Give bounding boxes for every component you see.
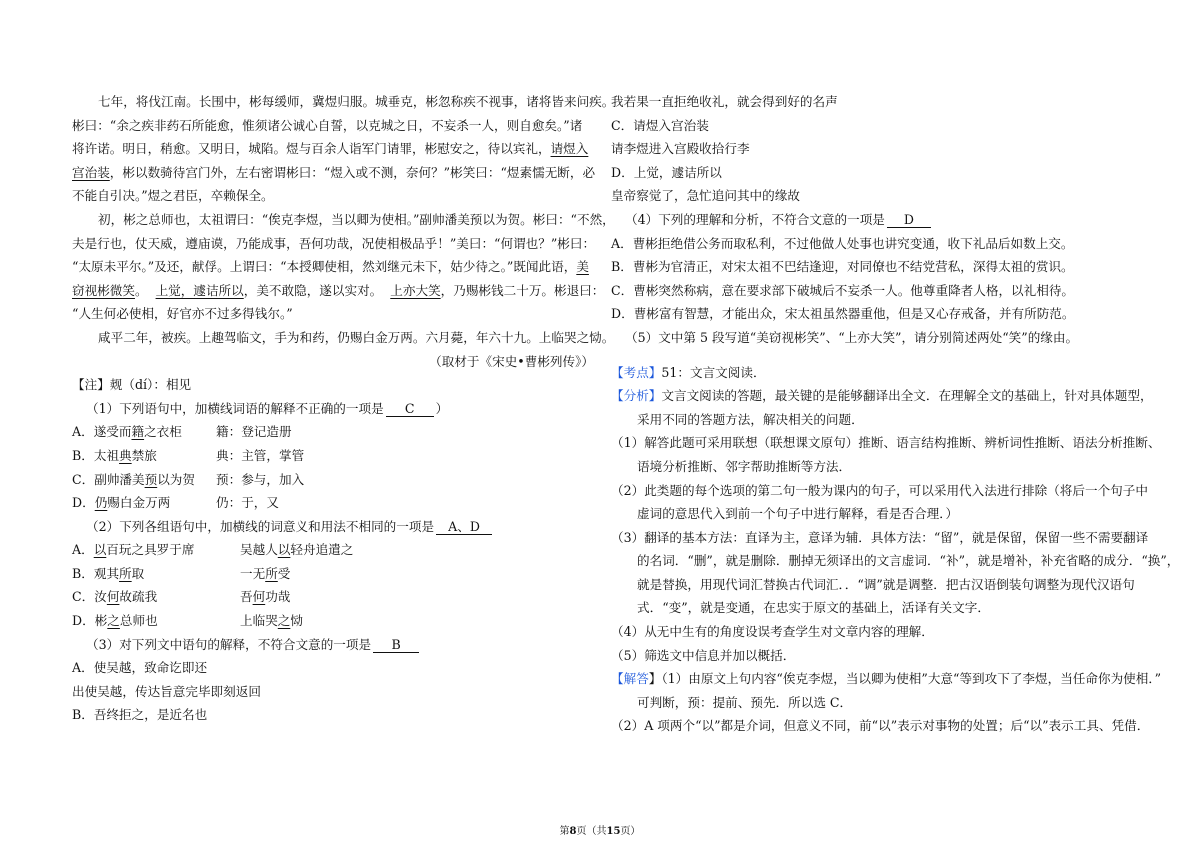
total-pages: 15 <box>606 826 621 837</box>
text: C．副帅潘美 <box>72 471 145 487</box>
question-5: （5）文中第 5 段写道“美窃视彬笑”、“上亦大笑”，请分别简述两处“笑”的缘由。 <box>625 329 1079 345</box>
fenxi-row-5: （2）此类题的每个选项的第二句一般为课内的句子，可以采用代入法进行排除（将后一个句子中 <box>611 482 1148 498</box>
text: ，彬以数骑待宫门外，左右密谓彬曰：“煜入或不测，奈何？”彬笑曰：“煜素懦无断，必 <box>109 164 596 180</box>
gloss: 预：参与，加入 <box>216 471 305 487</box>
q1-option-a <box>72 420 594 444</box>
text: 第 <box>559 826 570 837</box>
text: 页（共 <box>576 826 607 837</box>
q3-option-c: C．请煜入宫治装 <box>611 117 709 133</box>
passage-p1-line-5: 不能自引决。”煜之君臣，卒赖保全。 <box>72 188 274 204</box>
text: 以为贺 <box>157 471 195 487</box>
passage-p2-line-1: 初，彬之总师也，太祖谓曰：“俟克李煜，当以卿为使相。”副帅潘美预以为贺。彬曰：“不然， <box>98 211 615 227</box>
q3-option-d: D．上觉，遽诘所以 <box>611 164 722 180</box>
answer-blank: C <box>386 401 434 417</box>
q3-option-d-translation: 皇帝察觉了，急忙追问其中的缘故 <box>611 188 800 204</box>
passage-p2-line-4 <box>72 279 605 303</box>
q1-option-d <box>72 491 594 515</box>
underlined-word: 仍 <box>94 495 108 511</box>
text: C．汝 <box>72 589 107 605</box>
q4-option-c: C．曹彬突然称病，意在要求部下破城后不妄杀一人。他尊重降者人格，以礼相待。 <box>611 282 1075 298</box>
jieda-row-3: （2）A 项两个“以”都是介词，但意义不同，前“以”表示对事物的处置；后“以”表示工具、凭借． <box>611 718 1150 734</box>
fenxi-text: 文言文阅读的答题，最关键的是能够翻译出全文．在理解全文的基础上，针对具体题型， <box>661 388 1153 404</box>
text: D．彬 <box>72 613 108 629</box>
underlined-word: 何 <box>252 589 266 605</box>
text: 之衣柜 <box>144 424 182 440</box>
underlined-phrase: 上觉，遽诘所以 <box>155 282 244 298</box>
answer-blank: A、D <box>436 519 492 535</box>
underlined-phrase: 窃视彬微笑 <box>72 282 135 298</box>
passage-p2-line-2: 夫是行也，仗天威，遵庙谟，乃能成事，吾何功哉，况使相极品乎！”美曰：“何谓也？”彬曰： <box>72 235 596 251</box>
underlined-word: 何 <box>106 589 120 605</box>
left-column <box>72 90 615 727</box>
text: 受 <box>277 565 291 581</box>
jieda-row-1 <box>611 667 1162 691</box>
q3-option-a: A．使吴越，致命讫即还 <box>72 660 208 676</box>
text: 功哉 <box>265 589 291 605</box>
fenxi-row-3: （1）解答此题可采用联想（联想课文原句）推断、语言结构推断、辨析词性推断、语法分析推断、 <box>611 435 1161 451</box>
question-text: （1）下列语句中，加横线词语的解释不正确的一项是 <box>86 400 384 416</box>
fenxi-row-10: 式．“变”，就是变通，在忠实于原文的基础上，活译有关文字． <box>637 600 990 616</box>
text: 取 <box>131 565 145 581</box>
q4-option-d: D．曹彬富有智慧，才能出众，宋太祖虽然器重他，但是又心存戒备，并有所防范。 <box>611 306 1075 322</box>
question-text: （3）对下列文中语句的解释，不符合文意的一项是 <box>86 636 372 652</box>
right-column <box>611 90 1180 738</box>
passage-p3: 咸平二年，被疾。上趣驾临文，手为和药，仍赐白金万两。六月薨，年六十九。上临哭之恸。 <box>98 329 615 345</box>
question-text: （4）下列的理解和分析，不符合文意的一项是 <box>625 211 885 227</box>
answer-blank: B <box>373 637 419 653</box>
fenxi-row-8: 的名词．“删”，就是删除．删掉无须译出的文言虚词．“补”，就是增补，补充省略的成分．“换”， <box>637 553 1180 569</box>
question-2-stem <box>72 515 594 539</box>
passage-p2-line-3 <box>72 255 594 279</box>
fenxi-row-6: 虚词的意思代入到前一个句子中进行解释，看是否合理．） <box>637 506 959 522</box>
text: 轻舟追遣之 <box>290 542 354 558</box>
text: 将许诺。明日，稍愈。又明日，城陷。煜与百余人诣军门请罪，彬慰安之，待以宾礼， <box>72 141 551 157</box>
fenxi-row-9: 就是替换，用现代词汇替换古代词汇．．“调”就是调整．把古汉语倒装句调整为现代汉语句 <box>637 576 1135 592</box>
kaodian-tag: 【考点】 <box>611 364 662 380</box>
underlined-word: 以 <box>93 542 107 558</box>
text: 吾 <box>240 589 253 605</box>
q2-option-b <box>72 562 594 586</box>
text: 。 <box>134 282 148 298</box>
passage-p1-line-2: 彬曰：“余之疾非药石所能愈，惟须诸公诚心自誓，以克城之日，不妄杀一人，则自愈矣。”诸 <box>72 117 583 133</box>
text: ，乃赐彬钱二十万。彬退曰： <box>440 282 605 298</box>
underlined-word: 之 <box>277 613 291 629</box>
fenxi-row-12: （5）筛选文中信息并加以概括． <box>611 647 796 663</box>
underlined-phrase: 上亦大笑 <box>390 282 441 298</box>
text: 恸 <box>290 613 303 629</box>
passage-p1-line-1: 七年，将伐江南。长围中，彬每缓师，冀煜归服。城垂克，彬忽称疾不视事，诸将皆来问疾。 <box>98 94 615 109</box>
fenxi-row-2: 采用不同的答题方法，解决相关的问题． <box>637 411 864 427</box>
q3-option-b-translation: 我若果一直拒绝收礼，就会得到好的名声 <box>611 94 838 109</box>
text: B．太祖 <box>72 447 120 463</box>
question-1-stem <box>72 397 594 421</box>
underlined-word: 所 <box>265 565 278 581</box>
source-citation: （取材于《宋史•曹彬列传》） <box>429 353 594 369</box>
q4-option-b: B．曹彬为官清正，对宋太祖不巴结逢迎，对同僚也不结党营私，深得太祖的赏识。 <box>611 259 1074 275</box>
question-3-stem <box>72 633 594 657</box>
underlined-phrase: 请煜入 <box>550 141 589 157</box>
annotation-note: 【注】觌（dí）：相见 <box>72 377 192 393</box>
text: 禁旅 <box>131 447 157 463</box>
question-text: （2）下列各组语句中，加横线的词意义和用法不相同的一项是 <box>86 518 435 534</box>
question-tail: ） <box>435 400 449 416</box>
fenxi-tag: 【分析】 <box>611 388 662 404</box>
text: 故疏我 <box>119 589 158 605</box>
kaodian-text: 51：文言文阅读． <box>661 364 766 380</box>
text: 一无 <box>240 565 266 581</box>
text: 百玩之具罗于席 <box>106 542 195 558</box>
fenxi-row-1 <box>611 384 1153 408</box>
text: 吴越人 <box>240 542 278 558</box>
text: A． <box>72 542 94 558</box>
text: 赐白金万两 <box>107 495 171 511</box>
text: 页） <box>620 826 641 837</box>
underlined-word: 之 <box>107 613 120 629</box>
q2-option-d <box>72 609 594 633</box>
q1-option-c <box>72 468 594 492</box>
gloss: 仍：于，又 <box>216 495 279 511</box>
text: B．观其 <box>72 565 120 581</box>
text: “太原未平尔。”及还，献俘。上谓曰：“本授卿使相，然刘继元未下，姑少待之。”既闻此语， <box>72 259 577 275</box>
text: 总师也 <box>119 613 158 629</box>
text: 上临哭 <box>240 613 278 629</box>
text: ，美不敢隐，遂以实对。 <box>243 282 383 298</box>
gloss: 典：主管，掌管 <box>216 447 305 463</box>
underlined-word: 籍 <box>131 424 145 440</box>
kaodian-row <box>611 361 1143 385</box>
passage-p2-line-5: “人生何必使相，好官亦不过多得钱尔。” <box>72 306 293 322</box>
fenxi-row-4: 语境分析推断、邻字帮助推断等方法． <box>637 458 852 474</box>
underlined-word: 以 <box>277 542 291 558</box>
underlined-word: 典 <box>119 447 132 463</box>
jieda-tag: 【解答 <box>611 671 649 687</box>
fenxi-row-7: （3）翻译的基本方法：直译为主，意译为辅．具体方法：“留”，就是保留，保留一些不需要翻译 <box>611 529 1149 545</box>
underlined-phrase: 宫治装 <box>72 164 110 180</box>
underlined-word: 预 <box>144 471 158 487</box>
q3-option-c-translation: 请李煜进入宫殿收拾行李 <box>611 141 750 157</box>
answer-blank: D <box>887 212 931 228</box>
jieda-row-2: 可判断，预：提前、预先．所以选 C． <box>637 694 853 710</box>
fenxi-row-11: （4）从无中生有的角度设误考查学生对文章内容的理解． <box>611 624 934 640</box>
q2-option-a <box>72 538 594 562</box>
gloss: 籍：登记造册 <box>216 424 292 440</box>
text: A．遂受而 <box>72 424 132 440</box>
passage-p1-line-4 <box>72 161 594 185</box>
q4-option-a: A．曹彬拒绝借公务而取私利，不过他做人处事也讲究变通，收下礼品后如数上交。 <box>611 235 1074 251</box>
page-number <box>0 822 1200 837</box>
q3-option-a-translation: 出使吴越，传达旨意完毕即刻返回 <box>72 683 261 699</box>
q3-option-b: B．吾终拒之，是近名也 <box>72 707 208 723</box>
jieda-text: 】（1）由原文上句内容“俟克李煜，当以卿为使相”大意“等到攻下了李煜，当任命你为使相．” <box>648 671 1162 687</box>
q1-option-b <box>72 444 594 468</box>
underlined-phrase: 美 <box>576 259 589 275</box>
passage-p1-line-3 <box>72 137 594 161</box>
current-page: 8 <box>569 826 577 837</box>
q2-option-c <box>72 585 594 609</box>
question-4-stem <box>611 208 1143 232</box>
underlined-word: 所 <box>119 565 132 581</box>
text: D． <box>72 495 95 511</box>
